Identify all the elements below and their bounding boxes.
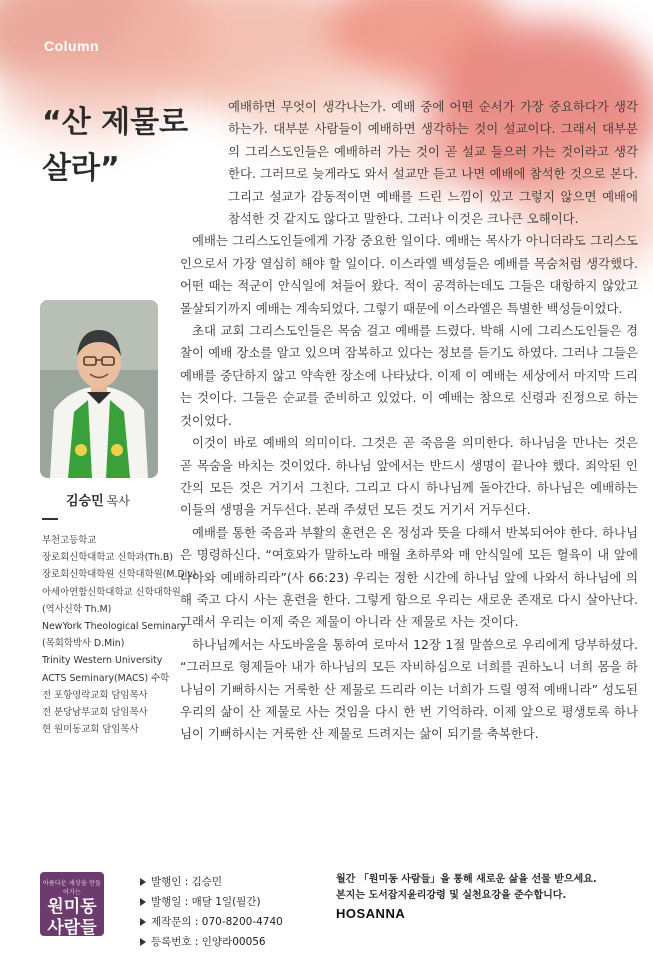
bullet-triangle-icon bbox=[140, 918, 146, 926]
publisher-text: 발행인 : 김승민 bbox=[151, 876, 223, 888]
paragraph: 예배하면 무엇이 생각나는가. 예배 중에 어떤 순서가 가장 중요하다가 생각하는가. 대부분 사람들이 예배하면 생각하는 것이 설교이다. 그래서 대부분의 그리스도인들은 예배하러 가는 것이 곧 설교 들으러 가는 것이라고 생각한다. 그러므로 늦게라도 와서 설교만 듣고 나면 예배에 참석한 것으로 본다. 그리고 설교가 감동적이면 예배를 드린 느낌이 있고 그렇지 않으면 예배에 참석한 것 같지도 않다고 말한다. 그러나 이것은 크나큰 오해이다. bbox=[228, 99, 638, 227]
article-body bbox=[180, 96, 638, 746]
registration-row bbox=[140, 932, 283, 952]
article-title bbox=[42, 100, 202, 192]
logo-tagline: 아름다운 세상을 만들어가는 bbox=[42, 880, 102, 896]
bio-item: Trinity Western University bbox=[42, 655, 163, 667]
production-row bbox=[140, 912, 283, 932]
column-label: Column bbox=[44, 38, 100, 54]
issue-date-row bbox=[140, 892, 283, 912]
production-text: 제작문의 : 070-8200-4740 bbox=[151, 916, 283, 928]
divider bbox=[42, 518, 58, 520]
issue-date-text: 발행일 : 매달 1일(월간) bbox=[151, 896, 261, 908]
bio-item: (역사신학 Th.M) bbox=[42, 603, 112, 615]
bio-item: 현 원미동교회 담임목사 bbox=[42, 724, 139, 736]
bio-item: 전 분당남부교회 담임목사 bbox=[42, 707, 148, 719]
bio-item: 장로회신학대학원 신학대학원(M.Div) bbox=[42, 569, 197, 581]
logo-line-2: 사람들 bbox=[47, 918, 97, 938]
bio-item: (목회학박사 D.Min) bbox=[42, 638, 125, 650]
bullet-triangle-icon bbox=[140, 898, 146, 906]
bullet-triangle-icon bbox=[140, 878, 146, 886]
bio-item: 아세아연합신학대학교 신학대학원 bbox=[42, 586, 181, 598]
paragraph: 하나님께서는 사도바울을 통하여 로마서 12장 1절 말씀으로 우리에게 당부하셨다. “그러므로 형제들아 내가 하나님의 모든 자비하심으로 너희를 권하노니 너희 몸을 하나님이 기뻐하시는 거룩한 산 제물로 드리라 이는 너희가 드릴 영적 예배니라” 성도된 우리의 삶이 산 제물로 사는 것임을 다시 한 번 기억하라. 이제 앞으로 평생토록 하나님이 기뻐하시는 거룩한 산 제물로 드려지는 삶이 되기를 축복한다. bbox=[180, 636, 638, 742]
author-photo bbox=[40, 300, 158, 478]
publication-info bbox=[140, 872, 283, 952]
author-role: 목사 bbox=[106, 494, 130, 508]
paragraph: 초대 교회 그리스도인들은 목숨 걸고 예배를 드렸다. 박해 시에 그리스도인들은 경찰이 예배 장소를 알고 있으며 잠복하고 있다는 정보를 듣기도 하였다. 그러나 그들은 예배를 중단하지 않고 약속한 장소에 나타났다. 이제 이 예배는 세상에서 마지막 드리는 것이다. 그들은 순교를 준비하고 있었다. 이 예배는 참으로 신령과 진정으로 하는 것이었다. bbox=[180, 323, 638, 428]
notice-line-2: 본지는 도서잡지윤리강령 및 실천요강을 준수합니다. bbox=[336, 890, 567, 901]
title-line-1: “산 제물로 bbox=[42, 105, 189, 140]
registration-text: 등록번호 : 인양라00056 bbox=[151, 936, 266, 948]
bio-item: NewYork Theological Seminary bbox=[42, 621, 187, 633]
author-name-text: 김승민 bbox=[66, 494, 104, 509]
paragraph: 예배는 그리스도인들에게 가장 중요한 일이다. 예배는 목사가 아니더라도 그리스도인으로서 가장 열심히 해야 할 일이다. 이스라엘 백성들은 예배를 목숨처럼 생각했다. 어떤 때는 적군이 안식일에 쳐들어 왔다. 적이 공격하는데도 그들은 대항하지 않았고 몰살되기까지 예배는 계속되었다. 그렇기 때문에 이스라엘은 특별한 백성들이었다. bbox=[180, 233, 638, 316]
bio-item: ACTS Seminary(MACS) 수학 bbox=[42, 672, 170, 684]
paragraph: 예배를 통한 죽음과 부활의 훈련은 온 정성과 뜻을 다해서 반복되어야 한다. 하나님은 명령하신다. “여호와가 말하노라 매월 초하루와 매 안식일에 모든 혈육이 내 앞에 나아와 예배하리라”(사 66:23) 우리는 정한 시간에 하나님 앞에 나와서 하나님에 의해 죽고 다시 사는 훈련을 한다. 그렇게 함으로 우리는 새로운 존재로 다시 살아난다. 그래서 우리는 이제 죽은 제물이 아니라 산 제물로 사는 것이다. bbox=[180, 524, 638, 630]
footer-notice bbox=[336, 872, 636, 904]
paragraph: 이것이 바로 예배의 의미이다. 그것은 곧 죽음을 의미한다. 하나님을 만나는 것은 곧 목숨을 바치는 것이었다. 하나님 앞에서는 반드시 생명이 끝나야 했다. 죄악된 인간의 모든 것은 거기서 그친다. 그리고 다시 하나님께 돌아간다. 하나님은 예배하는 이들의 생명을 거두신다. 본래 주셨던 모든 것도 거기서 거두신다. bbox=[180, 435, 638, 518]
author-bio bbox=[42, 532, 197, 738]
bullet-triangle-icon bbox=[140, 938, 146, 946]
magazine-logo bbox=[40, 872, 104, 936]
bio-item: 전 포항영락교회 담임목사 bbox=[42, 689, 148, 701]
logo-line-1: 원미동 bbox=[47, 897, 97, 917]
bio-item: 장로회신학대학교 신학과(Th.B) bbox=[42, 552, 173, 564]
title-line-2: 살라” bbox=[42, 151, 120, 186]
hosanna-logo: HOSANNA bbox=[336, 906, 406, 921]
bio-item: 부천고등학교 bbox=[42, 535, 97, 546]
notice-line-1: 월간 「원미동 사람들」을 통해 새로운 삶을 선물 받으세요. bbox=[336, 874, 597, 885]
author-name bbox=[66, 490, 130, 509]
publisher-row bbox=[140, 872, 283, 892]
author-portrait-illustration bbox=[40, 300, 158, 478]
